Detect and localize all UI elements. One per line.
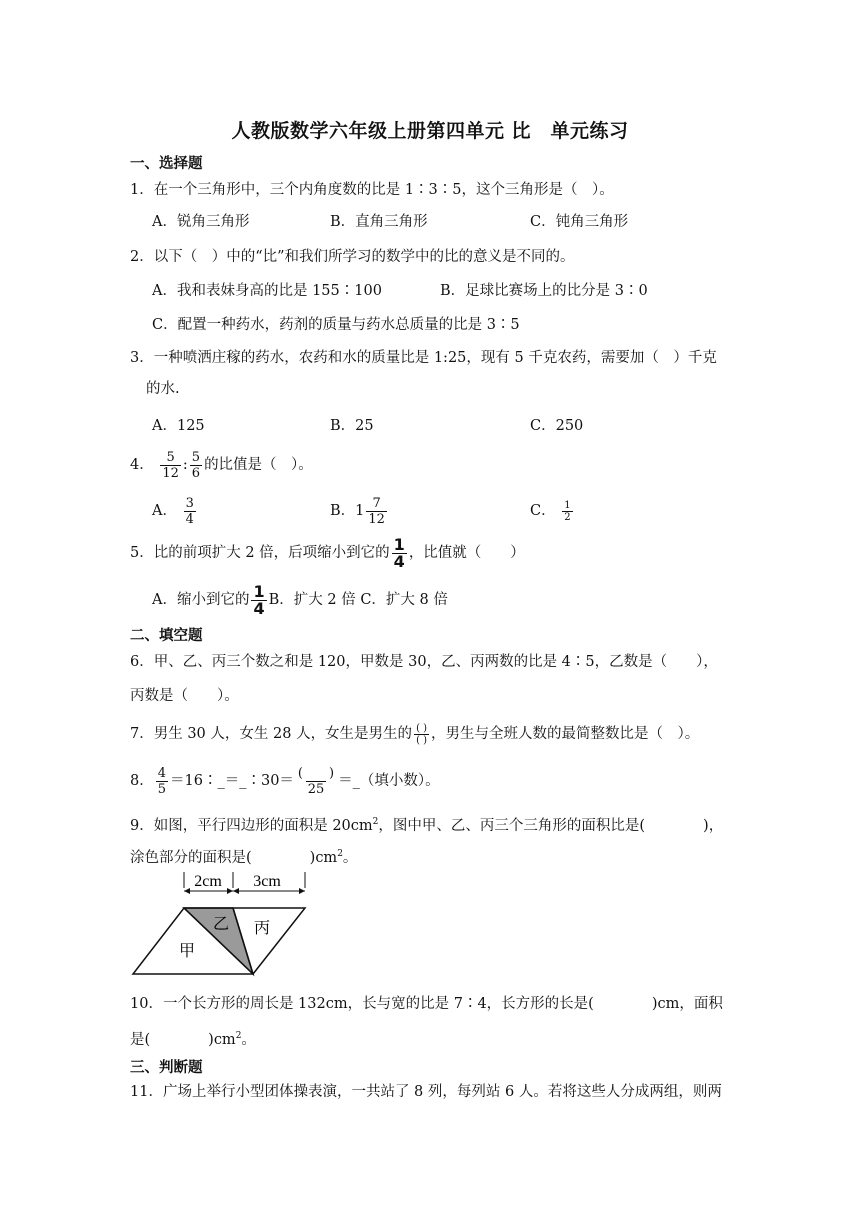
q4-option-a-label: A． [152,503,177,519]
q9-line1-text: 9．如图，平行四边形的面积是 20cm [130,817,373,834]
q10-line2-text: 是( )cm [130,1031,236,1048]
q9-line1-text-b: ，图中甲、乙、丙三个三角形的面积比是( )， [378,817,724,834]
section-heading-judge: 三、判断题 [130,1060,203,1076]
q4-option-a-numerator: 3 [185,495,194,511]
q4-option-a [152,492,198,530]
triangle-label-bing: 丙 [253,918,271,937]
page-title: 人教版数学六年级上册第四单元 比 单元练习 [231,120,629,142]
q8-stem [130,762,440,800]
q9-sup2: 2 [337,849,343,859]
q3-option-a: A．125 [152,418,205,434]
q4-fraction-1 [160,450,181,481]
arrow-left-3cm [233,888,239,894]
q4-option-c [530,492,575,530]
q4-colon: : [182,457,188,473]
q4-fraction-1-denominator: 12 [162,465,179,481]
q4-option-c-numerator: 1 [564,499,571,511]
q10-line2 [130,1026,256,1050]
q7-fraction [414,723,429,746]
q4-option-a-denominator: 4 [185,511,194,527]
q4-fraction-1-numerator: 5 [166,449,175,465]
q4-number: 4． [130,457,154,473]
q5-fraction [392,534,407,571]
q4-stem [130,446,313,484]
dim-label-2cm: 2cm [194,873,222,890]
arrow-right-2cm [227,888,233,894]
q8-fraction-2 [296,766,336,797]
dim-label-3cm: 3cm [253,873,281,890]
q2-option-c: C．配置一种药水，药剂的质量与药水总质量的比是 3∶5 [152,317,520,333]
q8-fraction-1 [156,766,168,797]
q6-line2: 丙数是（ ）。 [130,688,239,704]
arrow-right-3cm [299,888,305,894]
q5-fraction-numerator: 1 [393,534,405,554]
q2-option-b: B．足球比赛场上的比分是 3∶0 [440,283,648,299]
section-heading-fill: 二、填空题 [130,628,203,644]
q4-option-b-numerator: 7 [372,495,381,511]
q4-option-b-denominator: 12 [368,511,385,527]
q7-prefix: 7．男生 30 人，女生 28 人，女生是男生的 [130,726,413,742]
q5-option-a-numerator: 1 [253,581,265,601]
q7-stem [130,715,699,753]
q8-fraction-1-numerator: 4 [157,765,167,781]
q7-fraction-denominator: ( ) [416,734,428,746]
q8-middle: ＝16∶_＝_∶30＝ [170,773,294,789]
q6-line1: 6．甲、乙、丙三个数之和是 120，甲数是 30，乙、丙两数的比是 4∶5，乙数是（ ）， [130,654,718,670]
triangle-label-jia: 甲 [178,941,196,960]
q3-stem-line2: 的水. [146,381,180,397]
q4-fraction-2-denominator: 6 [191,465,201,481]
q4-option-b-whole: 1 [355,503,365,519]
q10-sup: 2 [235,1031,242,1041]
q1-stem: 1．在一个三角形中，三个内角度数的比是 1∶3∶5，这个三角形是（ ）。 [130,182,614,198]
q2-option-a: A．我和表妹身高的比是 155∶100 [152,283,382,299]
q5-option-a-prefix: A．缩小到它的 [152,592,250,608]
q4-suffix: 的比值是（ ）。 [204,457,313,473]
q4-option-b-label: B． [330,503,356,519]
q1-option-a: A．锐角三角形 [152,214,250,230]
arrow-left-2cm [184,888,190,894]
q9-line2-text: 涂色部分的面积是( )cm [130,849,338,866]
q3-option-b: B．25 [330,418,374,434]
q7-fraction-numerator: ( ) [416,722,428,734]
q8-fraction-1-denominator: 5 [157,781,167,797]
q3-option-c: C．250 [530,418,584,434]
q5-stem [130,535,525,571]
q1-option-b: B．直角三角形 [330,214,428,230]
q4-fraction-2-numerator: 5 [191,449,201,465]
q7-suffix: ，男生与全班人数的最简整数比是（ ）。 [431,726,700,742]
q9-parallelogram-figure [125,866,315,981]
q5-option-a-denominator: 4 [253,598,265,618]
q4-option-b-fraction [366,496,387,527]
q4-option-b [330,492,389,530]
q1-option-c: C．钝角三角形 [530,214,629,230]
q3-stem-line1: 3．一种喷洒庄稼的药水，农药和水的质量比是 1:25，现有 5 千克农药，需要加（ ）千克 [130,350,717,366]
q8-suffix: ＝_（填小数）。 [338,773,440,789]
q9-sup1: 2 [372,817,379,827]
q10-line2-text-b: 。 [241,1031,256,1048]
q8-number: 8． [130,773,154,789]
q5-fraction-denominator: 4 [393,551,405,571]
q9-line2 [130,844,357,868]
q9-line1 [130,812,723,836]
q5-options [152,582,448,618]
q11-line1: 11．广场上举行小型团体操表演，一共站了 8 列，每列站 6 人。若将这些人分成两组，则两 [130,1084,722,1100]
q5-suffix: ，比值就（ ） [408,545,525,561]
q5-options-rest: B．扩大 2 倍 C．扩大 8 倍 [268,592,448,608]
section-heading-choice: 一、选择题 [130,156,203,172]
q4-option-a-fraction [184,496,196,527]
q4-option-c-denominator: 2 [564,511,571,523]
q9-line2-text-b: 。 [342,849,358,866]
q8-fraction-2-numerator: ( ) [297,765,335,781]
triangle-label-yi: 乙 [212,914,230,933]
q2-stem: 2．以下（ ）中的“比”和我们所学习的数学中的比的意义是不同的。 [130,249,575,265]
q10-line1: 10．一个长方形的周长是 132cm，长与宽的比是 7∶4，长方形的长是( )cm，面积 [130,996,723,1012]
q5-prefix: 5．比的前项扩大 2 倍，后项缩小到它的 [130,545,390,561]
q4-option-c-label: C． [530,503,556,519]
q4-option-c-fraction [562,500,572,523]
q4-fraction-2 [190,450,202,481]
q5-option-a-fraction [251,581,266,618]
q8-fraction-2-denominator: 25 [307,781,325,797]
